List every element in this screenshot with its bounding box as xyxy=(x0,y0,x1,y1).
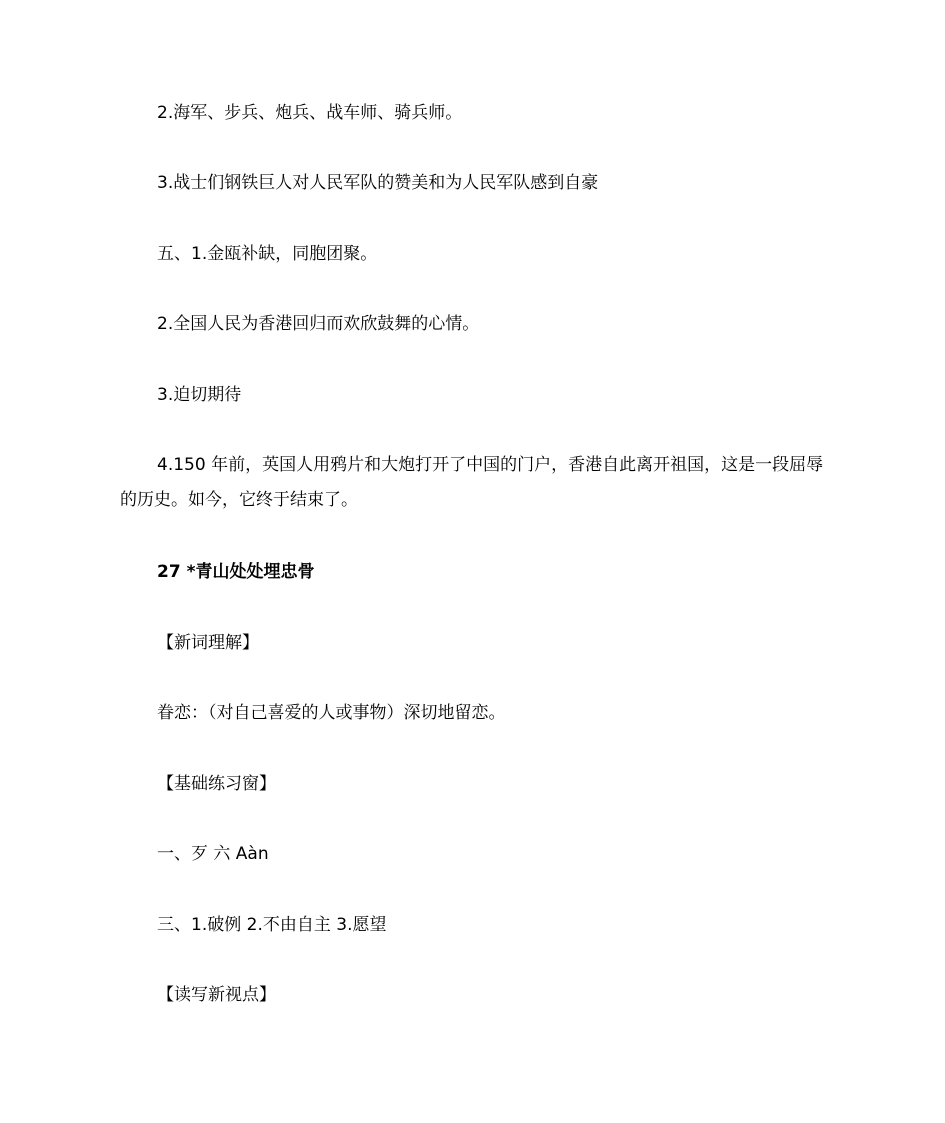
answer-line-soldiers: 3.战士们钢铁巨人对人民军队的赞美和为人民军队感到自豪 xyxy=(157,173,599,193)
answer-paragraph-history: 4.150 年前，英国人用鸦片和大炮打开了中国的门户，香港自此离开祖国，这是一段屈辱的历史。如今，它终于结束了。 xyxy=(120,455,824,510)
answer-line-three: 三、1.破例 2.不由自主 3.愿望 xyxy=(157,915,387,935)
lesson-title: 27 *青山处处埋忠骨 xyxy=(157,562,315,582)
answer-line-people-mood: 2.全国人民为香港回归而欢欣鼓舞的心情。 xyxy=(157,314,480,334)
definition-line: 眷恋：（对自己喜爱的人或事物）深切地留恋。 xyxy=(157,703,506,723)
answer-line-section-five: 五、1.金瓯补缺，同胞团聚。 xyxy=(157,244,378,264)
section-heading-new-words: 【新词理解】 xyxy=(157,633,259,653)
answer-line-navy: 2.海军、步兵、炮兵、战车师、骑兵师。 xyxy=(157,103,463,123)
answer-line-eager: 3.迫切期待 xyxy=(157,385,242,405)
answer-line-one: 一、歹 六 Aàn xyxy=(157,844,269,864)
section-heading-reading-writing: 【读写新视点】 xyxy=(157,985,276,1005)
section-heading-basic-practice: 【基础练习窗】 xyxy=(157,774,276,794)
